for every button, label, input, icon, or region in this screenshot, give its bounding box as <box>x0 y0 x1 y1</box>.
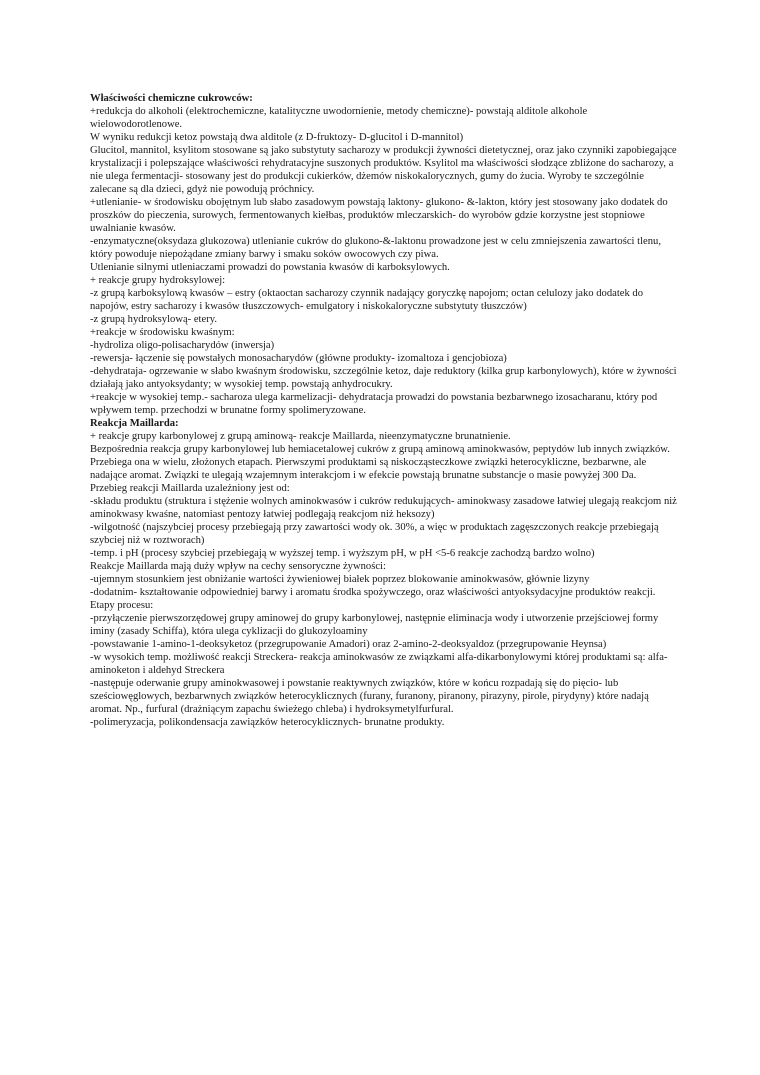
paragraph: Bezpośrednia reakcja grupy karbonylowej lub hemiacetalowej cukrów z grupą aminową aminokwasów, peptydów lub innych związków. Przebiega ona w wielu, złożonych etapach. Pierwszymi produktami są niskocząsteczkowe związki heterocykliczne, bezbarwne, ale nadające aromat. Związki te ulegają wzajemnym interakcjom i w efekcie powstają brunatne substancje o masie powyżej 300 Da. <box>90 444 670 481</box>
paragraph: -wilgotność (najszybciej procesy przebiegają przy zawartości wody ok. 30%, a więc w produktach zagęszczonych reakcje przebiegają szybciej niż w roztworach) <box>90 522 659 546</box>
paragraph: +redukcja do alkoholi (elektrochemiczne, katalityczne uwodornienie, metody chemiczne)- powstają alditole alkohole wielowodorotlenowe. <box>90 106 588 130</box>
paragraph: -enzymatyczne(oksydaza glukozowa) utlenianie cukrów do glukono-&-laktonu prowadzone jest w celu zmniejszenia zawartości tlenu, który powoduje niepożądane zmiany barwy i smaku soków owocowych czy piwa. <box>90 236 661 260</box>
paragraph: Utlenianie silnymi utleniaczami prowadzi do powstania kwasów di karboksylowych. <box>90 262 450 273</box>
paragraph: -w wysokich temp. możliwość reakcji Streckera- reakcja aminokwasów ze związkami alfa-dikarbonylowymi której produktami są: alfa-aminoketon i aldehyd Streckera <box>90 652 668 676</box>
paragraph: -rewersja- łączenie się powstałych monosacharydów (główne produkty- izomaltoza i gencjobioza) <box>90 353 507 364</box>
paragraph: +utlenianie- w środowisku obojętnym lub słabo zasadowym powstają laktony- glukono- &-lakton, który jest stosowany jako dodatek do proszków do pieczenia, surowych, fermentowanych kiełbas, produktów mleczarskich- do wyrobów gdzie korzystne jest stopniowe uwalnianie kwasów. <box>90 197 668 234</box>
section-heading: Reakcja Maillarda: <box>90 418 179 429</box>
paragraph: -z grupą karboksylową kwasów – estry (oktaoctan sacharozy czynnik nadający goryczkę napojom; octan celulozy jako dodatek do napojów, estry sacharozy i kwasów tłuszczowych- emulgatory i niskokaloryczne substytuty tłuszczów) <box>90 288 644 312</box>
paragraph: -temp. i pH (procesy szybciej przebiegają w wyższej temp. i wyższym pH, w pH <5-6 reakcje zachodzą bardzo wolno) <box>90 548 595 559</box>
paragraph: +reakcje w środowisku kwaśnym: <box>90 327 235 338</box>
paragraph: -dehydrataja- ogrzewanie w słabo kwaśnym środowisku, szczególnie ketoz, daje reduktory (kilka grup karbonylowych), które w żywności działają jako antyoksydanty; w wysokiej temp. powstają anhydrocukry. <box>90 366 677 390</box>
paragraph: -składu produktu (struktura i stężenie wolnych aminokwasów i cukrów redukujących- aminokwasy zasadowe łatwiej ulegają reakcjom niż aminokwasy kwaśne, natomiast pentozy łatwiej podlegają reakcjom niż heksozy) <box>90 496 677 520</box>
paragraph: -następuje oderwanie grupy aminokwasowej i powstanie reaktywnych związków, które w końcu rozpadają się do pięcio- lub sześciowęglowych, bezbarwnych związków heterocyklicznych (furany, furanony, piranony, pirazyny, pirole, pirydyny) które nadają aromat. Np., furfural (drażniącym zapachu świeżego chleba) i hydroksymetylfurfural. <box>90 678 649 715</box>
paragraph: -dodatnim- kształtowanie odpowiedniej barwy i aromatu środka spożywczego, oraz właściwości antyoksydacyjne produktów reakcji. <box>90 587 656 598</box>
paragraph: Glucitol, mannitol, ksylitom stosowane są jako substytuty sacharozy w produkcji żywności dietetycznej, oraz jako czynniki zapobiegające krystalizacji i polepszające właściwości rehydratacyjne suszonych produktów. Ksylitol ma właściwości słodzące zbliżone do sacharozy, a nie ulega fermentacji- stosowany jest do produkcji cukierków, dżemów niskokalorycznych, gumy do żucia. Wyroby te szczególnie zalecane są dla dzieci, gdyż nie powodują próchnicy. <box>90 145 677 195</box>
paragraph: Przebieg reakcji Maillarda uzależniony jest od: <box>90 483 290 494</box>
paragraph: -hydroliza oligo-polisacharydów (inwersja) <box>90 340 275 351</box>
paragraph: W wyniku redukcji ketoz powstają dwa alditole (z D-fruktozy- D-glucitol i D-mannitol) <box>90 132 464 143</box>
paragraph: +reakcje w wysokiej temp.- sacharoza ulega karmelizacji- dehydratacja prowadzi do powstania bezbarwnego izosacharanu, który pod wpływem temp. przechodzi w brunatne formy spolimeryzowane. <box>90 392 658 416</box>
paragraph: + reakcje grupy karbonylowej z grupą aminową- reakcje Maillarda, nieenzymatyczne brunatnienie. <box>90 431 511 442</box>
document-body <box>90 92 680 729</box>
paragraph: -przyłączenie pierwszorzędowej grupy aminowej do grupy karbonylowej, następnie eliminacja wody i utworzenie przejściowej formy iminy (zasady Schiffa), która ulega cyklizacji do glukozyloaminy <box>90 613 659 637</box>
paragraph: -ujemnym stosunkiem jest obniżanie wartości żywieniowej białek poprzez blokowanie aminokwasów, głównie lizyny <box>90 574 590 585</box>
paragraph: -polimeryzacja, polikondensacja zawiązków heterocyklicznych- brunatne produkty. <box>90 717 445 728</box>
paragraph: -z grupą hydroksylową- etery. <box>90 314 217 325</box>
paragraph: Reakcje Maillarda mają duży wpływ na cechy sensoryczne żywności: <box>90 561 386 572</box>
paragraph: + reakcje grupy hydroksylowej: <box>90 275 226 286</box>
section-heading: Właściwości chemiczne cukrowców: <box>90 93 253 104</box>
paragraph: -powstawanie 1-amino-1-deoksyketoz (przegrupowanie Amadori) oraz 2-amino-2-deoksyaldoz (przegrupowanie Heynsa) <box>90 639 607 650</box>
paragraph: Etapy procesu: <box>90 600 154 611</box>
